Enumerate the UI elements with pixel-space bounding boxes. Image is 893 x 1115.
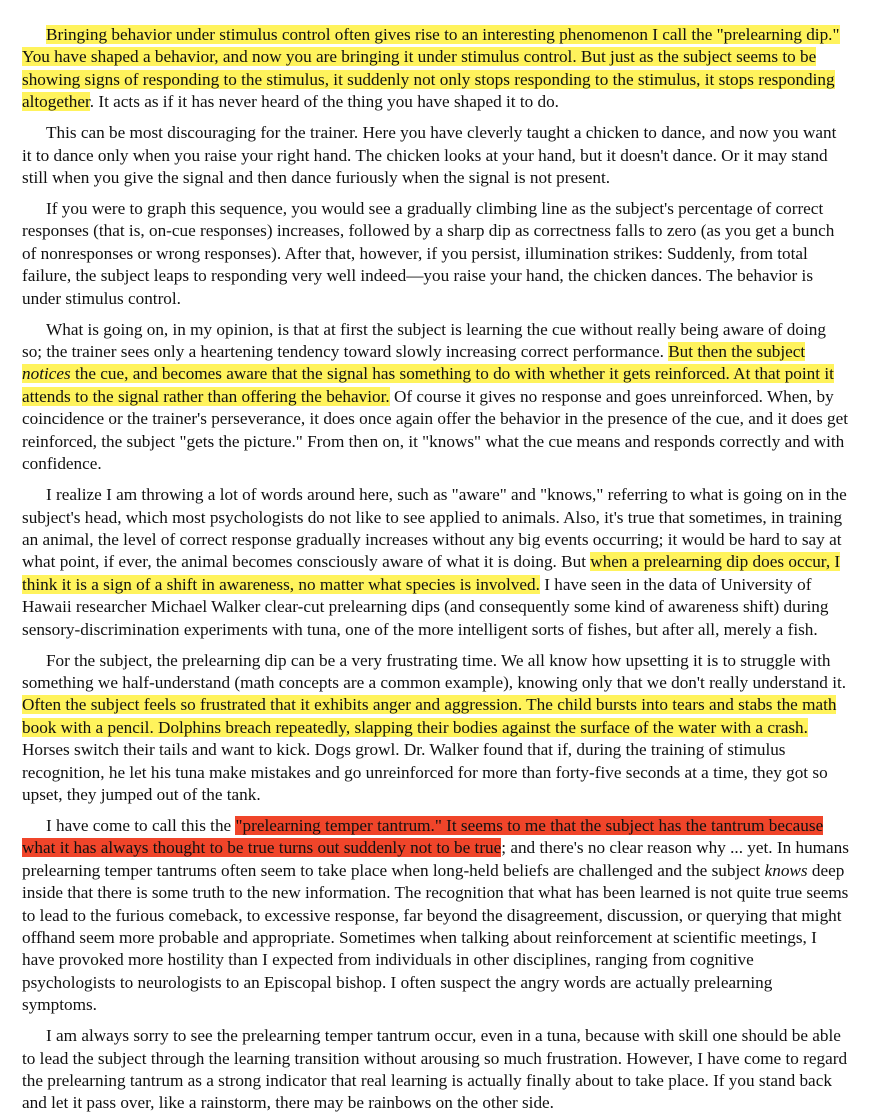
paragraph (22, 1025, 849, 1115)
text-segment: deep inside that there is some truth to the new information. The recognition that what has been learned is not quite true seems to lead to the furious comeback, to excessive response, far beyond the disagreement, discussion, or querying that might offhand seem more probable and appropriate. Sometimes when talking about reinforcement at scientific meetings, I have provoked more hostility than I expected from individuals in other disciplines, ranging from cognitive psychologists to neurologists to an Episcopal bishop. I often suspect the angry words are actually prelearning symptoms. (22, 860, 849, 1015)
text-segment: . It acts as if it has never heard of the thing you have shaped it to do. (89, 92, 559, 112)
highlighted-text-yellow: the cue, and becomes aware that the signal has something to do with whether it gets reinforced. At that point it attends to the signal rather than offering the behavior. (22, 364, 834, 406)
paragraph (22, 122, 849, 189)
text-segment: Of course it gives no response and goes unreinforced. When, by coincidence or the trainer's perseverance, it does once again offer the behavior in the presence of the cue, and it does get reinforced, the subject "gets the picture." From then on, it "knows" what the cue means and responds correctly and with confidence. (22, 386, 848, 474)
paragraph (22, 484, 849, 641)
paragraph (22, 650, 849, 807)
text-segment: I have seen in the data of University of Hawaii researcher Michael Walker clear-cut prelearning dips (and consequently some kind of awareness shift) during sensory-discrimination experiments with tuna, one of the more intelligent sorts of fishes, but after all, merely a fish. (22, 574, 829, 639)
highlighted-text-yellow: Often the subject feels so frustrated that it exhibits anger and aggression. The child bursts into tears and stabs the math book with a pencil. Dolphins breach repeatedly, slapping their bodies against the surface of the water with a crash. (22, 695, 837, 737)
italic-text: knows (764, 860, 808, 880)
text-segment: This can be most discouraging for the trainer. Here you have cleverly taught a chicken to dance, and now you want it to dance only when you raise your right hand. The chicken looks at your hand, but it doesn't dance. Or it may stand still when you give the signal and then dance furiously when the signal is not present. (22, 123, 837, 188)
paragraph (22, 319, 849, 476)
text-segment: What is going on, in my opinion, is that at first the subject is learning the cue without really being aware of doing so; the trainer sees only a heartening tendency toward slowly increasing correct performance. (22, 319, 826, 362)
text-segment: For the subject, the prelearning dip can be a very frustrating time. We all know how upsetting it is to struggle with something we half-understand (math concepts are a common example), knowing only that we don't really understand it. (22, 650, 847, 692)
highlighted-text-yellow: Bringing behavior under stimulus control often gives rise to an interesting phenomenon I call the "prelearning dip." You have shaped a behavior, and now you are bringing it under stimulus control. But just as the subject seems to be showing signs of responding to the stimulus, it suddenly not only stops responding to the stimulus, it stops responding altogether (22, 25, 840, 112)
text-segment: I have come to call this the (46, 815, 236, 835)
paragraph (22, 815, 849, 1017)
text-segment: If you were to graph this sequence, you would see a gradually climbing line as the subject's percentage of correct responses (that is, on-cue responses) increases, followed by a sharp dip as correctness falls to zero (as you get a bunch of nonresponses or wrong responses). After that, however, if you persist, illumination strikes: Suddenly, from total failure, the subject leaps to responding very well indeed—you raise your hand, the chicken dances. The behavior is under stimulus control. (22, 199, 835, 308)
highlighted-text-yellow: notices (22, 364, 71, 384)
highlighted-text-yellow: when a prelearning dip does occur, I think it is a sign of a shift in awareness, no matter what species is involved. (22, 552, 841, 594)
article-body (22, 24, 849, 1115)
text-segment: I am always sorry to see the prelearning temper tantrum occur, even in a tuna, because with skill one should be able to lead the subject through the learning transition without arousing so much frustration. However, I have come to regard the prelearning tantrum as a strong indicator that real learning is actually finally about to take place. If you stand back and let it pass over, like a rainstorm, there may be rainbows on the other side. (22, 1026, 848, 1113)
highlighted-text-red: "prelearning temper tantrum." It seems to me that the subject has the tantrum because what it has always thought to be true turns out suddenly not to be true (22, 815, 824, 858)
text-segment: Horses switch their tails and want to kick. Dogs growl. Dr. Walker found that if, during the training of stimulus recognition, he let his tuna make mistakes and go unreinforced for more than forty-five seconds at a time, they got so upset, they jumped out of the tank. (22, 740, 828, 804)
highlighted-text-yellow: But then the subject (668, 342, 806, 362)
paragraph (22, 198, 849, 310)
text-segment: ; and there's no clear reason why ... yet. In humans prelearning temper tantrums often seem to take place when long-held beliefs are challenged and the subject (22, 838, 849, 880)
paragraph (22, 24, 849, 114)
text-segment: I realize I am throwing a lot of words around here, such as "aware" and "knows," referring to what is going on in the subject's head, which most psychologists do not like to see applied to animals. Also, it's true that sometimes, in training an animal, the level of correct response gradually increases without any big events occurring; it would be hard to say at what point, if ever, the animal becomes consciously aware of what it is doing. But (22, 485, 847, 572)
